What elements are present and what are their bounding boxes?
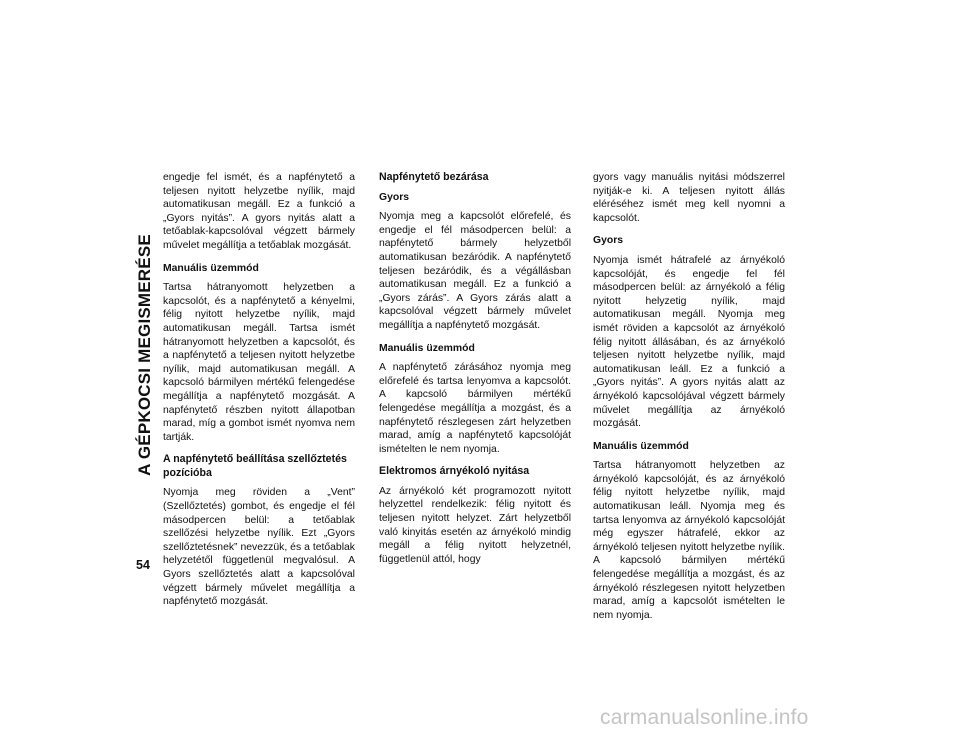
- paragraph: Nyomja meg röviden a „Vent” (Szellőztetés) gombot, és engedje el fél másodpercen belül: a tetőablak szellőzési helyzetbe nyílik. Ezt „Gyors szellőztetésnek” nevezzük, és a tetőablak helyzetétől függetlenül megvalósul. A Gyors szellőztetés alatt a kapcsolóval végzett bármely művelet megállítja a napfénytető mozgását.: [163, 487, 355, 608]
- subsection-heading: Manuális üzemmód: [379, 342, 475, 354]
- subsection-heading: Gyors: [379, 191, 410, 203]
- paragraph: A napfénytető zárásához nyomja meg előrefelé és tartsa lenyomva a kapcsolót. A kapcsoló bármilyen mértékű felengedése megállítja a mozgást, és a napfénytető részlegesen zárt helyzetben marad, amíg a napfénytető kapcsolóját ismételten le nem nyomja.: [379, 362, 571, 455]
- text-column-1: [163, 171, 355, 618]
- paragraph: engedje fel ismét, és a napfénytető a teljesen nyitott helyzetbe nyílik, majd automatikusan megáll. Ez a funkció a „Gyors nyitás”. A gyors nyitás alatt a tetőablak-kapcsolóval végzett bármely művelet megállítja a tetőablak mozgását.: [163, 172, 355, 251]
- watermark: carmanualsonline.info: [600, 706, 809, 729]
- chapter-title-text: A GÉPKOCSI MEGISMERÉSE: [135, 234, 154, 476]
- paragraph: Tartsa hátranyomott helyzetben az árnyékoló kapcsolóját, és az árnyékoló félig nyitott helyzetbe nyílik, majd automatikusan leáll. Nyomja meg és tartsa lenyomva az árnyékoló kapcsolóját még egyszer hátrafelé, ekkor az árnyékoló teljesen nyitott helyzetbe nyílik. A kapcsoló bármilyen mértékű felengedése megállítja a mozgást, és az árnyékoló részlegesen nyitott helyzetben marad, amíg a kapcsolót ismételten le nem nyomja.: [593, 460, 785, 621]
- paragraph: Tartsa hátranyomott helyzetben a kapcsolót, és a napfénytető a kényelmi, félig nyitott helyzetbe nyílik, majd automatikusan megáll. Tartsa ismét hátranyomott helyzetben a kapcsolót, és a napfénytető a teljesen nyitott helyzetbe nyílik, majd automatikusan megáll. A kapcsoló bármilyen mértékű felengedése megállítja a napfénytető mozgását. A napfénytető részben nyitott állapotban marad, míg a gombot ismét nyomva nem tartják.: [163, 282, 355, 443]
- text-column-3: [593, 171, 785, 631]
- subsection-heading: Gyors: [593, 235, 624, 247]
- section-heading: Elektromos árnyékoló nyitása: [379, 465, 530, 478]
- subsection-heading: Manuális üzemmód: [163, 262, 259, 274]
- paragraph: Nyomja ismét hátrafelé az árnyékoló kapcsolóját, és engedje fel fél másodpercen belül: az árnyékoló a félig nyitott helyzetig nyílik, majd automatikusan megáll. Nyomja meg ismét röviden a kapcsolót az árnyékoló félig nyitott állásában, és az árnyékoló teljesen nyitott helyzetbe nyílik, majd automatikusan leáll. Ez a funkció a „Gyors nyitás”. A gyors nyitás alatt az árnyékoló kapcsolójával végzett bármely művelet megállítja az árnyékoló mozgását.: [593, 254, 785, 430]
- paragraph: gyors vagy manuális nyitási módszerrel nyitják-e ki. A teljesen nyitott állás eléréséhez ismét meg kell nyomni a kapcsolót.: [593, 172, 785, 224]
- subsection-heading: Manuális üzemmód: [593, 440, 689, 452]
- page-number: 54: [136, 558, 150, 572]
- paragraph: Nyomja meg a kapcsolót előrefelé, és engedje el fél másodpercen belül: a napfénytető bármely helyzetből automatikusan bezáródik. A napfénytető teljesen bezáródik, és a végállásban automatikusan megáll. Ez a funkció a „Gyors zárás”. A Gyors zárás alatt a kapcsolóval végzett bármely művelet megállítja a napfénytető mozgását.: [379, 211, 571, 331]
- section-heading: Napfénytető bezárása: [379, 171, 489, 183]
- section-heading: A napfénytető beállítása szellőztetés pozícióba: [163, 453, 347, 479]
- text-column-2: [379, 171, 571, 575]
- chapter-side-title: [132, 164, 158, 546]
- paragraph: Az árnyékoló két programozott nyitott helyzettel rendelkezik: félig nyitott és teljesen nyitott helyzet. Zárt helyzetből való kinyitás esetén az árnyékoló mindig megáll a félig nyitott helyzetnél, függetlenül attól, hogy: [379, 485, 571, 565]
